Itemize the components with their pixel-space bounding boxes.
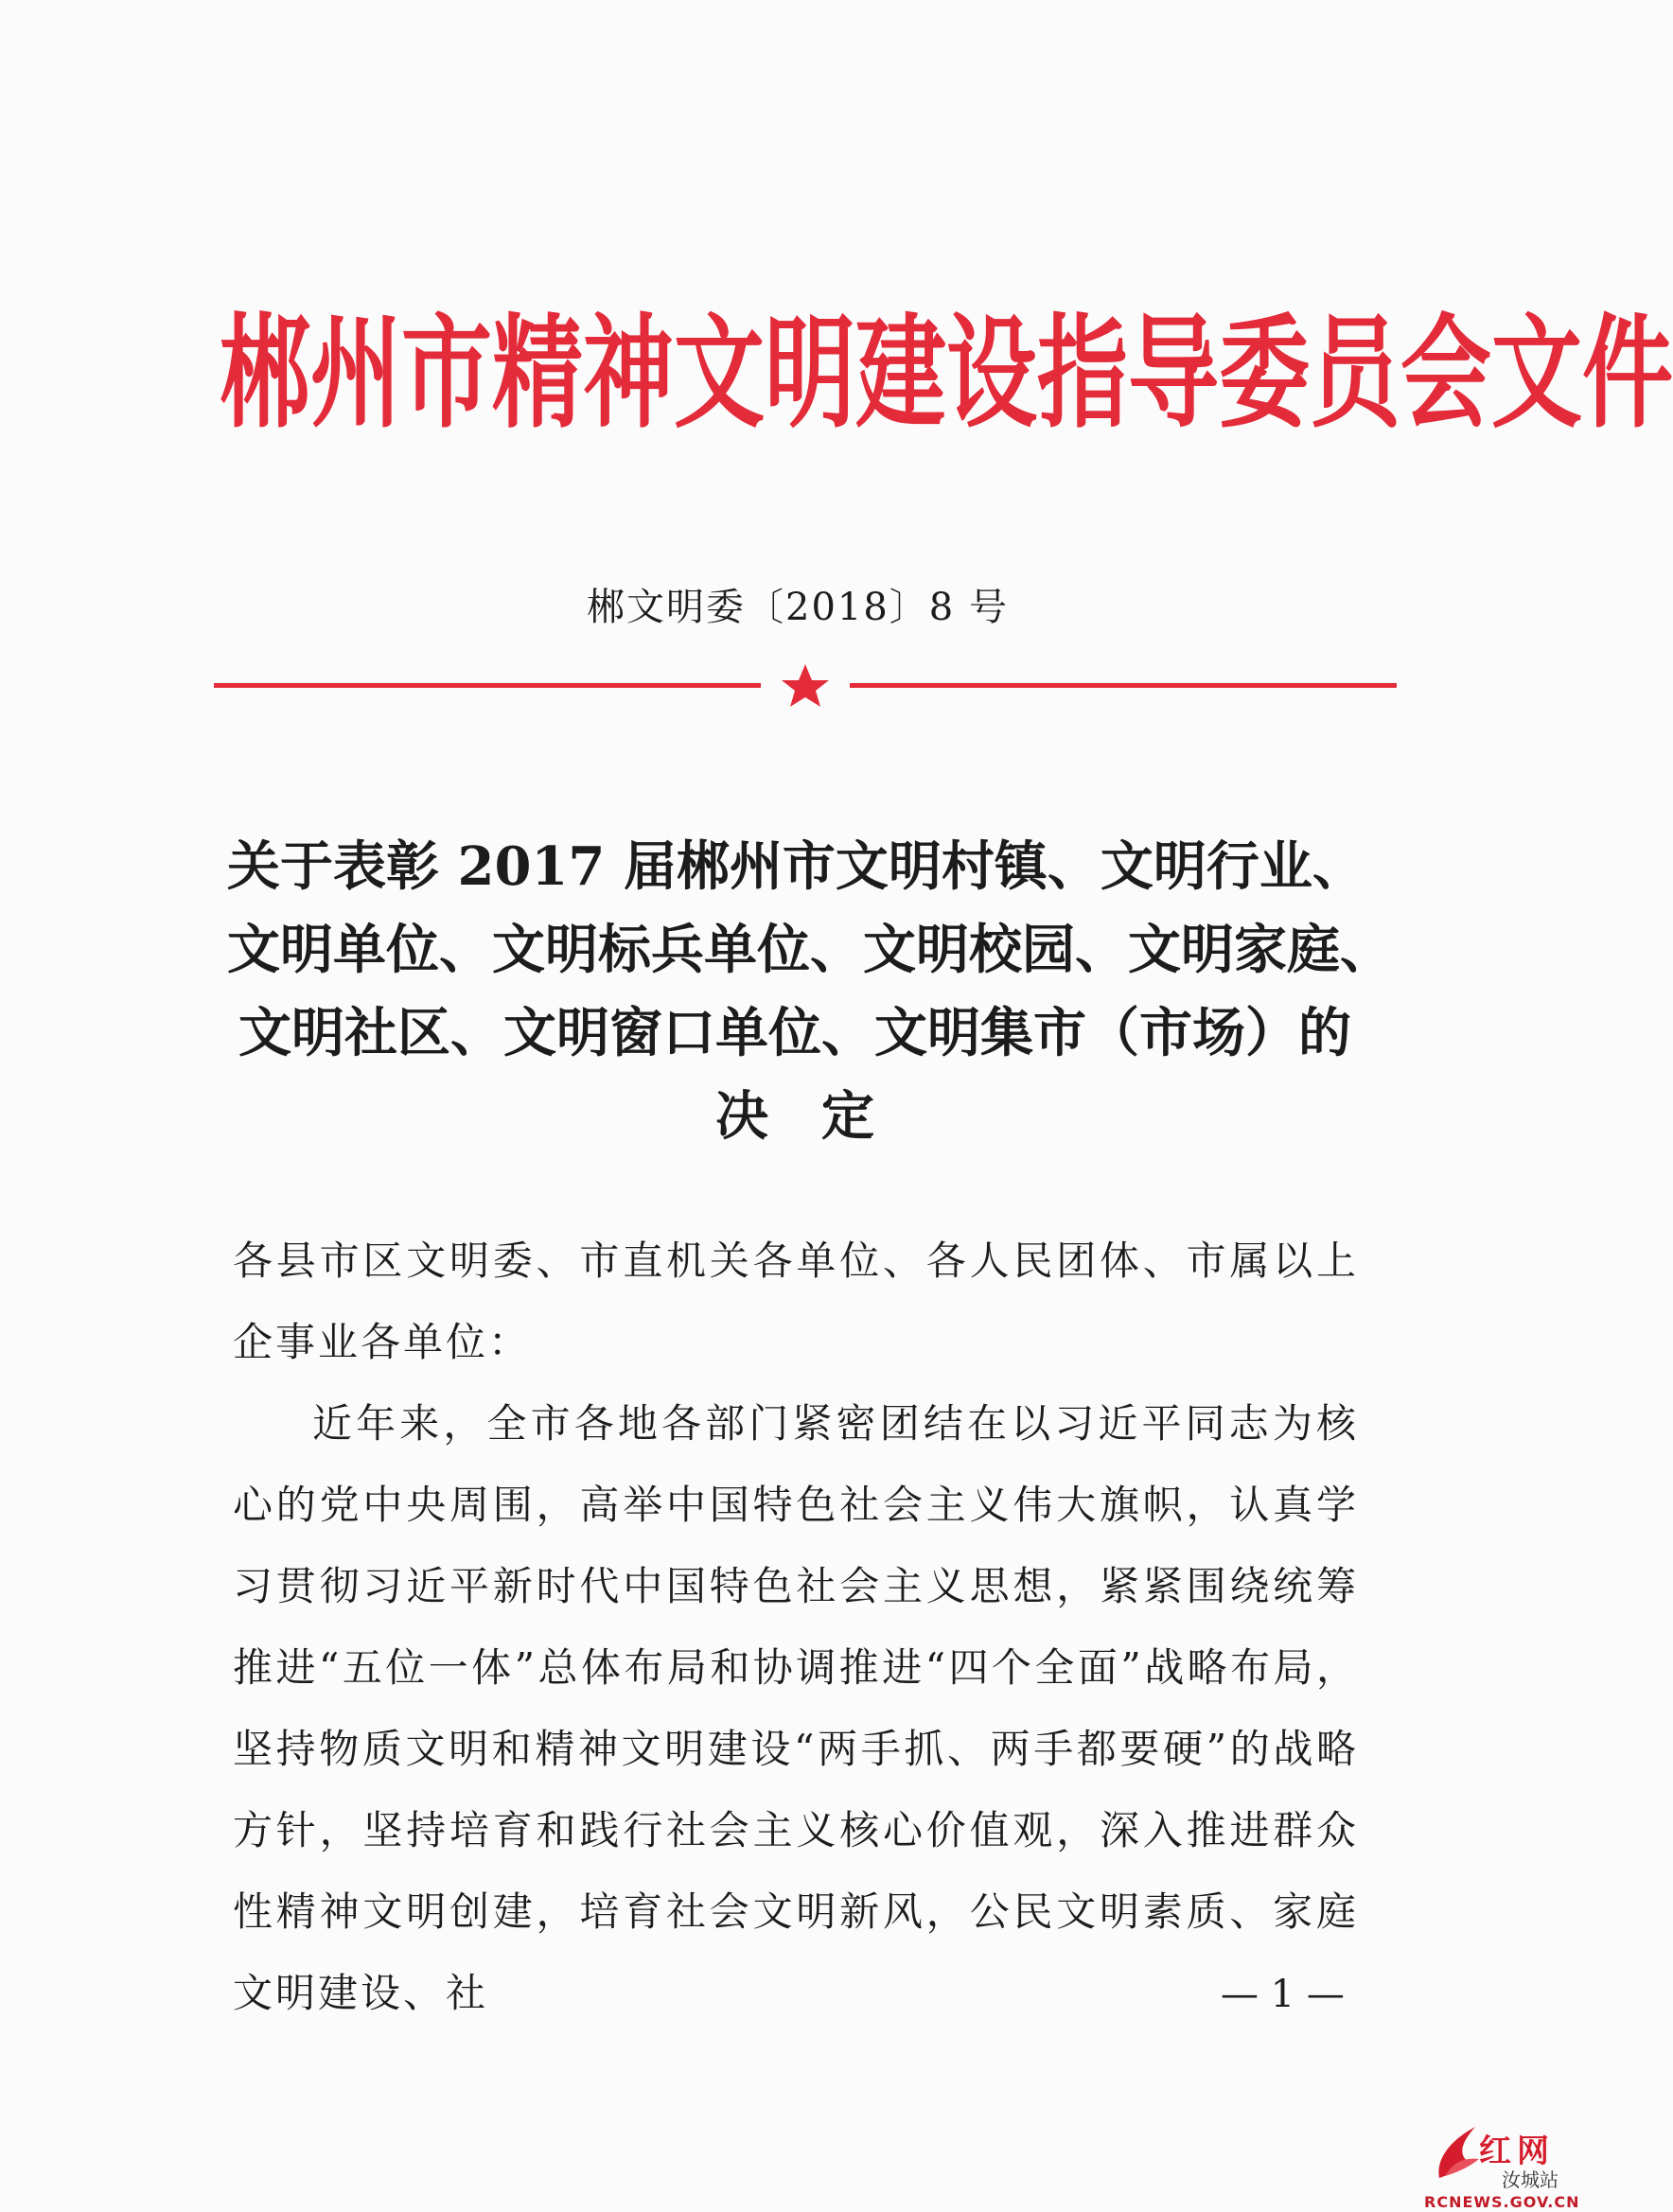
masthead-title: 郴州市精神文明建设指导委员会文件 [220, 302, 1673, 446]
site-watermark [1424, 2119, 1580, 2212]
title-line-1: 关于表彰 2017 届郴州市文明村镇、文明行业、 [227, 835, 1365, 898]
logo-icon [1432, 2121, 1485, 2187]
document-number: 郴文明委〔2018〕8 号 [587, 586, 1009, 629]
red-divider [214, 662, 1397, 710]
addressee: 各县市区文明委、市直机关各单位、各人民团体、市属以上企事业各单位： [233, 1238, 1359, 1365]
watermark-site: 汝城站 [1502, 2168, 1559, 2191]
divider-line-left [214, 683, 761, 688]
document-body [233, 1220, 1359, 2034]
body-paragraph: 近年来，全市各地各部门紧密团结在以习近平同志为核心的党中央周围，高举中国特色社会主义伟大旗帜，认真学习贯彻习近平新时代中国特色社会主义思想，紧紧围绕统筹推进“五位一体”总体布局和协调推进“四个全面”战略布局，坚持物质文明和精神文明建设“两手抓、两手都要硬”的战略方针，坚持培育和践行社会主义核心价值观，深入推进群众性精神文明创建，培育社会文明新风，公民文明素质、家庭文明建设、社 [233, 1400, 1359, 2016]
watermark-url: RCNEWS.GOV.CN [1424, 2193, 1580, 2211]
watermark-brand: 红网 [1479, 2133, 1555, 2170]
divider-line-right [850, 683, 1397, 688]
title-line-4: 决 定 [715, 1085, 874, 1148]
title-line-2: 文明单位、文明标兵单位、文明校园、文明家庭、 [227, 919, 1393, 981]
star-icon [782, 664, 829, 707]
decision-title [227, 825, 1393, 1158]
page-number: — 1 — [1221, 1973, 1345, 2016]
title-line-3: 文明社区、文明窗口单位、文明集市（市场）的 [238, 1002, 1351, 1064]
